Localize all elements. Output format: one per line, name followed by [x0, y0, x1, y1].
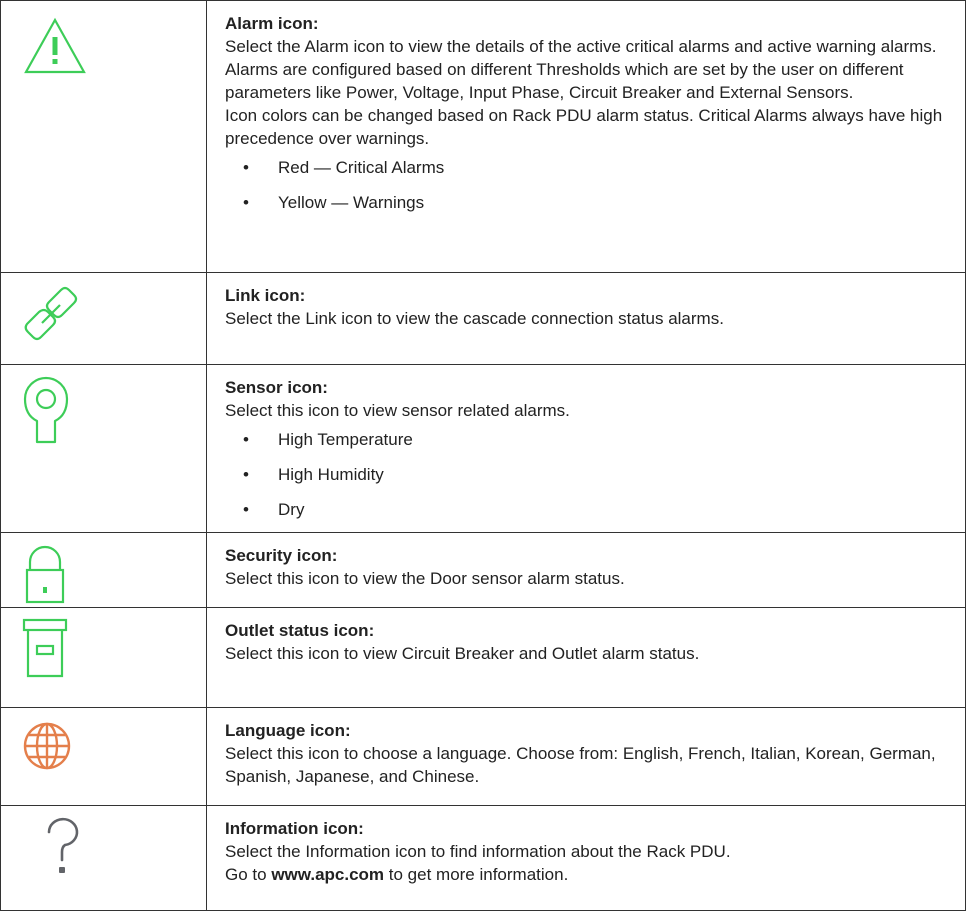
- information-icon: [45, 816, 81, 880]
- description-text: Icon colors can be changed based on Rack PDU alarm status. Critical Alarms always have high precedence over warnings.: [225, 106, 943, 148]
- icon-cell: [1, 273, 207, 365]
- row-title: Information icon:: [225, 819, 364, 838]
- outlet-status-icon: [22, 618, 68, 680]
- table-row-link: [1, 273, 966, 365]
- list-item: • High Humidity: [225, 457, 945, 492]
- icon-cell: [1, 533, 207, 608]
- table-row-alarm: [1, 1, 966, 273]
- link-icon: [21, 284, 81, 344]
- description-cell: [207, 806, 966, 911]
- list-item: • High Temperature: [225, 422, 945, 457]
- icon-cell: [1, 365, 207, 533]
- row-title: Link icon:: [225, 286, 306, 305]
- icon-cell: [1, 1, 207, 273]
- description-text: Alarms are configured based on different Thresholds which are set by the user on different parameters like Power, Voltage, Input Phase, Circuit Breaker and External Sensors.: [225, 60, 904, 102]
- icon-cell: [1, 708, 207, 806]
- row-title: Alarm icon:: [225, 14, 319, 33]
- security-icon: [25, 544, 65, 604]
- website-link[interactable]: www.apc.com: [271, 865, 385, 884]
- bullet-list: [225, 422, 945, 527]
- table-row-security: [1, 533, 966, 608]
- description-text: Select this icon to view Circuit Breaker and Outlet alarm status.: [225, 644, 700, 663]
- bullet-list: [225, 150, 945, 220]
- description-cell: [207, 708, 966, 806]
- description-text: Select the Information icon to find information about the Rack PDU.: [225, 842, 731, 861]
- description-cell: [207, 533, 966, 608]
- description-cell: [207, 365, 966, 533]
- description-text: Select this icon to choose a language. Choose from: English, French, Italian, Korean, German, Spanish, Japanese, and Chinese.: [225, 744, 936, 786]
- icon-cell: [1, 806, 207, 911]
- description-text: Select this icon to view the Door sensor alarm status.: [225, 569, 625, 588]
- description-text: [225, 863, 945, 886]
- row-title: Outlet status icon:: [225, 621, 375, 640]
- list-item: • Red — Critical Alarms: [225, 150, 945, 185]
- list-item: • Dry: [225, 492, 945, 527]
- row-title: Language icon:: [225, 721, 351, 740]
- sensor-icon: [23, 375, 69, 445]
- description-text: Select this icon to view sensor related alarms.: [225, 401, 570, 420]
- alarm-icon: [23, 17, 87, 75]
- table-row-sensor: [1, 365, 966, 533]
- table-row-outlet-status: [1, 608, 966, 708]
- list-item: • Yellow — Warnings: [225, 185, 945, 220]
- table-row-language: [1, 708, 966, 806]
- link-suffix-text: to get more information.: [384, 865, 569, 884]
- table-row-information: [1, 806, 966, 911]
- row-title: Sensor icon:: [225, 378, 328, 397]
- link-prefix-text: Go to: [225, 865, 272, 884]
- description-cell: [207, 1, 966, 273]
- description-cell: [207, 608, 966, 708]
- description-cell: [207, 273, 966, 365]
- description-text: Select the Link icon to view the cascade connection status alarms.: [225, 309, 724, 328]
- description-text: Select the Alarm icon to view the details of the active critical alarms and active warning alarms.: [225, 37, 937, 56]
- row-title: Security icon:: [225, 546, 338, 565]
- language-icon: [22, 721, 72, 771]
- icon-cell: [1, 608, 207, 708]
